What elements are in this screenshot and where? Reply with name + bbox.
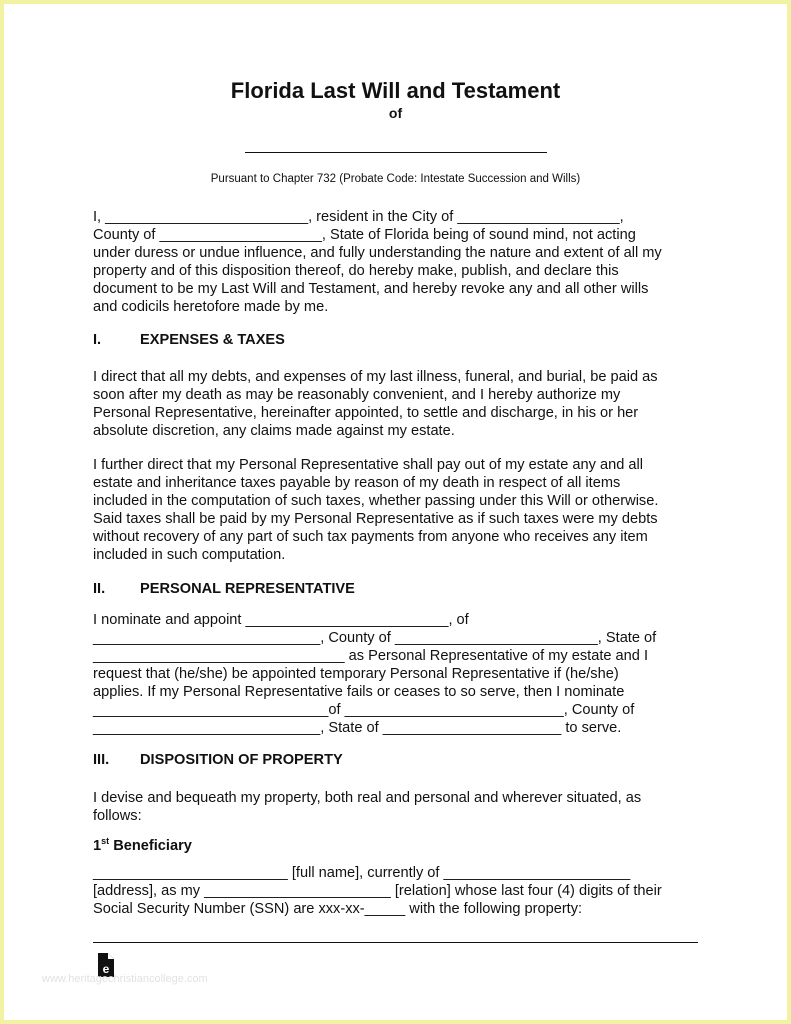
intro-paragraph [93, 208, 713, 316]
intro-line: property and of this disposition thereof, do hereby make, publish, and declare this [93, 263, 619, 279]
paragraph-line: estate and inheritance taxes payable by reason of my death in respect of all items [93, 475, 621, 491]
disposition-paragraph [93, 789, 713, 825]
of-label: of [388, 105, 403, 121]
document-title: Florida Last Will and Testament [230, 78, 561, 103]
section-title: DISPOSITION OF PROPERTY [140, 752, 343, 768]
intro-line: document to be my Last Will and Testament, and hereby revoke any and all other wills [93, 281, 649, 297]
property-line [93, 942, 698, 943]
paragraph-line: ________________________ [full name], currently of _______________________ [93, 865, 631, 881]
intro-line: and codicils heretofore made by me. [93, 299, 329, 315]
beneficiary-heading [93, 836, 192, 854]
watermark-text: www.heritagechristiancollege.com [42, 973, 208, 985]
beneficiary-paragraph [93, 864, 713, 918]
personal-representative-paragraph [93, 611, 713, 737]
document-page [4, 4, 787, 1020]
document-subtitle: Pursuant to Chapter 732 (Probate Code: Intestate Succession and Wills) [210, 173, 581, 185]
testator-name-line [245, 152, 547, 153]
paragraph-line: _____________________________of ___________________________, County of [93, 702, 635, 718]
paragraph-line: I further direct that my Personal Representative shall pay out of my estate any and all [93, 457, 643, 473]
paragraph-line: soon after my death as may be reasonably convenient, and I hereby authorize my [93, 387, 621, 403]
paragraph-line: follows: [93, 808, 142, 824]
beneficiary-label: Beneficiary [109, 837, 192, 854]
section-number: III. [93, 752, 110, 768]
paragraph-line: applies. If my Personal Representative fails or ceases to so serve, then I nominate [93, 684, 625, 700]
section-title: PERSONAL REPRESENTATIVE [140, 581, 355, 597]
paragraph-line: I nominate and appoint _________________________, of [93, 612, 469, 628]
section-heading-personal-representative [93, 581, 355, 597]
paragraph-line: I direct that all my debts, and expenses of my last illness, funeral, and burial, be paid as [93, 369, 658, 385]
intro-line: under duress or undue influence, and fully understanding the nature and extent of all my [93, 245, 662, 261]
paragraph-line: Said taxes shall be paid by my Personal Representative as if such taxes were my debts [93, 511, 658, 527]
svg-text:e: e [102, 962, 110, 976]
paragraph-line: Social Security Number (SSN) are xxx-xx-_____ with the following property: [93, 901, 583, 917]
intro-line: I, _________________________, resident in the City of ____________________, [93, 209, 624, 225]
expenses-paragraph-1 [93, 368, 713, 440]
section-heading-disposition [93, 752, 343, 768]
paragraph-line: request that (he/she) be appointed temporary Personal Representative if (he/she) [93, 666, 619, 682]
paragraph-line: absolute discretion, any claims made against my estate. [93, 423, 455, 439]
paragraph-line: Personal Representative, hereinafter appointed, to settle and discharge, in his or her [93, 405, 639, 421]
paragraph-line: I devise and bequeath my property, both real and personal and wherever situated, as [93, 790, 642, 806]
section-title: EXPENSES & TAXES [140, 332, 285, 348]
paragraph-line: _______________________________ as Personal Representative of my estate and I [93, 648, 648, 664]
paragraph-line: ____________________________, County of _________________________, State of [93, 630, 657, 646]
paragraph-line: included in the computation of such taxes, whether passing under this Will or otherwise. [93, 493, 659, 509]
paragraph-line: ____________________________, State of ______________________ to serve. [93, 720, 622, 736]
paragraph-line: included in such computation. [93, 547, 286, 563]
beneficiary-number: 1 [93, 837, 102, 854]
paragraph-line: [address], as my _______________________ [relation] whose last four (4) digits of their [93, 883, 662, 899]
intro-line: County of ____________________, State of Florida being of sound mind, not acting [93, 227, 636, 243]
expenses-paragraph-2 [93, 456, 713, 564]
section-number: II. [93, 581, 106, 597]
section-number: I. [93, 332, 102, 348]
beneficiary-ordinal: st [101, 836, 110, 846]
paragraph-line: without recovery of any part of such tax payments from anyone who receives any item [93, 529, 648, 545]
section-heading-expenses [93, 332, 285, 348]
